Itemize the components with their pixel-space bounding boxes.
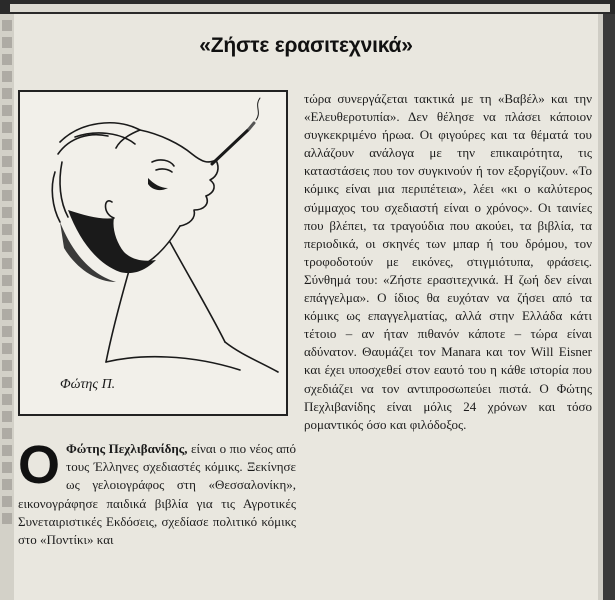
article-column-left: [18, 435, 296, 549]
article-column-right: [304, 90, 592, 434]
smoking-man-sketch-icon: [20, 92, 286, 414]
left-column-body: είναι ο πιο νέος από τους Έλληνες σχεδιαστές κόμικς. Ξεκίνησε ως γελοιογράφος στη «Θεσσαλονίκη», εικονογράφησε παιδικά βιβλία για τις Αγροτικές Συνεταιριστικές Εκδόσεις, σχεδίασε πολιτικό κόμικς στο «Ποντίκι» και: [18, 441, 296, 548]
subject-name: Φώτης Πεχλιβανίδης,: [66, 441, 188, 456]
drop-cap: Ο: [18, 435, 61, 495]
comic-self-portrait-illustration: [18, 90, 288, 416]
artist-signature: Φώτης Π.: [60, 377, 116, 392]
right-column-body: τώρα συνεργάζεται τακτικά με τη «Βαβέλ» και την «Ελευθεροτυπία». Δεν θέλησε να πλάσει κάποιον συγκεκριμένο ήρωα. Οι φιγούρες και τα θέματά του αλλάζουν ανάλογα με την επικαιρότητα, τις καταστάσεις που τον συγκινούν ή τον εξοργίζουν. «Το κόμικς είναι μια περιπέτεια», λέει «κι ο καλύτερος σύμμαχος του σχεδιαστή είναι ο χρόνος». Οι ταινίες που βλέπει, τα τραγούδια που ακούει, τα βιβλία, τα περιοδικά, οι σκηνές των μπαρ ή του δρόμου, τον τροφοδοτούν με εικόνες, στιγμιότυπα, φράσεις. Σύνθημά του: «Ζήστε ερασιτεχνικά. Η ζωή δεν είναι επάγγελμα». Ο ίδιος θα ευχόταν να ζήσει από τα κόμικς ως επαγγελματίας, αλλά στην Ελλάδα κάτι τέτοιο – αν ήταν πιθανόν κάποτε – τώρα είναι αδύνατον. Θαυμάζει τον Manara και τον Will Eisner και έχει υποσχεθεί στον εαυτό του η κάθε ιστορία που σχεδιάζει να τον αντιπροσωπεύει πιστά. Ο Φώτης Πεχλιβανίδης είναι μόλις 24 χρόνων και τόσο ρομαντικός όσο και φιλόδοξος.: [304, 91, 592, 432]
adjacent-column-bleed-left: [0, 14, 14, 600]
adjacent-column-bleed-right: [598, 14, 615, 600]
article-headline: «Ζήστε ερασιτεχνικά»: [199, 34, 413, 57]
scan-edge-top: [0, 0, 615, 14]
